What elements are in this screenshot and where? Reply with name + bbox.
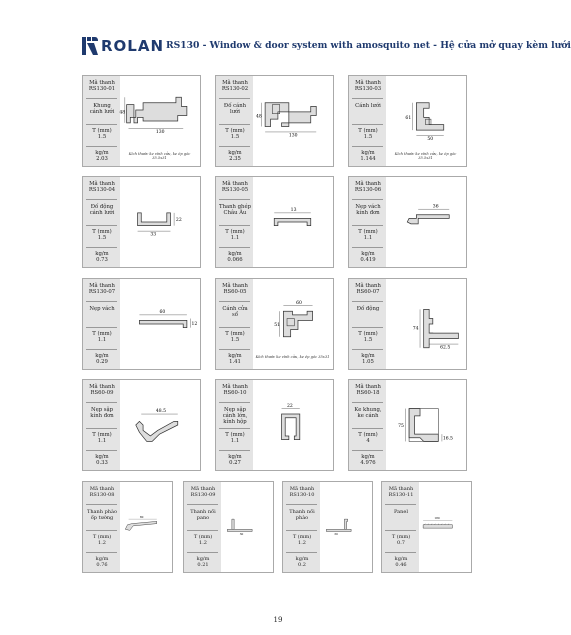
code-block [86, 384, 118, 396]
svg-text:22: 22 [287, 403, 293, 409]
thickness-value: 4 [366, 438, 370, 445]
divider [86, 146, 117, 147]
profile-drawing [256, 283, 329, 365]
profile-card [82, 379, 201, 471]
weight-block [86, 353, 118, 365]
thickness-block [219, 331, 251, 343]
profile-name: Đố cánh lưới [223, 103, 247, 116]
code-label: Mã thanh [355, 384, 381, 390]
thickness-label: T (mm) [391, 534, 411, 540]
svg-text:12: 12 [191, 321, 198, 327]
profile-drawing [123, 486, 168, 568]
svg-text:80: 80 [139, 515, 144, 519]
divider [219, 327, 250, 328]
weight-label: kg/m [361, 454, 375, 460]
profile-name: Nẹp sập kính đơn [90, 407, 114, 420]
brand-name: ROLAN [101, 37, 165, 55]
divider [352, 124, 383, 125]
page-number: 19 [273, 616, 283, 624]
svg-text:60: 60 [296, 300, 302, 306]
divider [86, 402, 117, 403]
weight-block [352, 150, 384, 162]
divider [187, 530, 218, 531]
divider [86, 504, 117, 505]
code-block [86, 283, 118, 295]
divider [385, 504, 416, 505]
divider [86, 124, 117, 125]
divider [86, 225, 117, 226]
weight-value: 0.73 [96, 257, 108, 264]
profile-card [82, 176, 201, 268]
profile-name: Thanh nối pano [190, 509, 216, 522]
profile-card [215, 379, 334, 471]
divider [219, 98, 250, 99]
weight-label: kg/m [196, 556, 210, 562]
weight-value: 0.29 [96, 359, 108, 366]
thickness-block [86, 128, 118, 140]
weight-value: 0.27 [229, 460, 241, 467]
code-label: Mã thanh [388, 486, 414, 492]
divider [86, 98, 117, 99]
svg-text:75: 75 [398, 423, 404, 429]
svg-text:180: 180 [434, 516, 440, 521]
svg-text:74: 74 [412, 326, 419, 332]
code-block [352, 181, 384, 193]
profile-drawing [256, 80, 329, 162]
code-block [187, 486, 219, 498]
thickness-block [352, 331, 384, 343]
weight-value: 0.76 [96, 562, 108, 569]
rolan-logo-icon [82, 37, 98, 55]
code-label: Mã thanh [222, 80, 248, 86]
code-label: Mã thanh [89, 384, 115, 390]
divider [219, 124, 250, 125]
svg-text:16.5: 16.5 [442, 436, 453, 442]
thickness-label: T (mm) [358, 331, 378, 337]
code-label: Mã thanh [222, 283, 248, 289]
thickness-block [86, 229, 118, 241]
divider [219, 428, 250, 429]
weight-block [187, 556, 219, 568]
weight-label: kg/m [394, 556, 408, 562]
divider [86, 327, 117, 328]
code-block [86, 181, 118, 193]
profile-note: Kích thước ke vĩnh cửu, ke ép góc 35.5x31 [394, 152, 457, 161]
profile-name: Khung cánh lưới [89, 103, 115, 116]
profile-code: RS130-08 [89, 492, 115, 499]
profile-card [215, 176, 334, 268]
thickness-block [86, 432, 118, 444]
code-block [352, 384, 384, 396]
svg-text:62.5: 62.5 [440, 345, 451, 351]
divider [352, 450, 383, 451]
divider [385, 552, 416, 553]
thickness-block [352, 229, 384, 241]
thickness-block [286, 534, 318, 546]
weight-label: kg/m [228, 150, 242, 156]
svg-text:48: 48 [119, 110, 126, 116]
weight-block [219, 454, 251, 466]
divider [219, 247, 250, 248]
thickness-value: 1.5 [230, 337, 240, 344]
weight-label: kg/m [228, 454, 242, 460]
profile-drawing [123, 384, 196, 466]
profile-code: RS60-07 [356, 289, 380, 296]
profile-name: Cánh lưới [355, 103, 381, 109]
weight-label: kg/m [361, 353, 375, 359]
weight-block [219, 353, 251, 365]
profile-card [183, 481, 274, 573]
code-label: Mã thanh [89, 80, 115, 86]
thickness-label: T (mm) [92, 128, 112, 134]
divider [352, 428, 383, 429]
thickness-label: T (mm) [225, 128, 245, 134]
weight-label: kg/m [95, 556, 109, 562]
thickness-label: T (mm) [193, 534, 213, 540]
divider [219, 225, 250, 226]
thickness-value: 1.2 [98, 540, 106, 547]
divider [352, 301, 383, 302]
svg-text:22: 22 [175, 218, 182, 224]
profile-name: Thanh ghép Châu Âu [219, 204, 251, 217]
profile-drawing [389, 181, 462, 263]
weight-label: kg/m [361, 251, 375, 257]
code-block [86, 80, 118, 92]
thickness-value: 1.5 [97, 134, 107, 141]
weight-value: 0.066 [227, 257, 243, 264]
weight-value: 0.419 [360, 257, 376, 264]
thickness-label: T (mm) [225, 331, 245, 337]
code-label: Mã thanh [355, 181, 381, 187]
thickness-label: T (mm) [92, 432, 112, 438]
svg-text:130: 130 [155, 129, 165, 135]
divider [286, 504, 317, 505]
thickness-block [86, 331, 118, 343]
thickness-label: T (mm) [358, 128, 378, 134]
svg-text:13: 13 [290, 208, 297, 214]
profile-name: Ke khung, ke cánh [354, 407, 382, 420]
profile-code: RS130-02 [221, 86, 249, 93]
thickness-label: T (mm) [225, 432, 245, 438]
divider [352, 98, 383, 99]
code-block [219, 283, 251, 295]
profile-name: Nẹp vách [89, 306, 115, 312]
divider [219, 301, 250, 302]
profile-code: RS60-09 [90, 390, 114, 397]
profile-name: Đố động cánh lưới [89, 204, 115, 217]
profile-drawing [119, 80, 196, 162]
weight-label: kg/m [95, 353, 109, 359]
profile-code: RS130-01 [88, 86, 116, 93]
profile-code: RS130-11 [388, 492, 414, 499]
weight-block [352, 251, 384, 263]
brand-logo [82, 37, 164, 55]
weight-block [86, 251, 118, 263]
weight-block [286, 556, 318, 568]
code-block [286, 486, 318, 498]
profile-drawing [389, 384, 462, 466]
code-label: Mã thanh [222, 181, 248, 187]
divider [86, 349, 117, 350]
code-label: Mã thanh [89, 283, 115, 289]
weight-block [352, 454, 384, 466]
profile-code: RS130-04 [88, 187, 116, 194]
weight-value: 4.976 [360, 460, 376, 467]
weight-value: 0.2 [298, 562, 306, 569]
profile-drawing [389, 283, 462, 365]
weight-label: kg/m [228, 353, 242, 359]
divider [219, 146, 250, 147]
profile-drawing [224, 486, 269, 568]
profile-drawing [323, 486, 368, 568]
profile-card [82, 278, 201, 370]
code-label: Mã thanh [89, 486, 115, 492]
thickness-block [385, 534, 417, 546]
weight-block [219, 150, 251, 162]
weight-label: kg/m [295, 556, 309, 562]
thickness-value: 1.5 [363, 134, 373, 141]
divider [385, 530, 416, 531]
weight-block [352, 353, 384, 365]
divider [86, 247, 117, 248]
thickness-value: 1.5 [97, 235, 107, 242]
code-label: Mã thanh [355, 80, 381, 86]
header [82, 37, 571, 57]
weight-value: 0.33 [96, 460, 108, 467]
divider [352, 402, 383, 403]
code-block [219, 80, 251, 92]
thickness-block [219, 128, 251, 140]
weight-value: 0.46 [395, 562, 407, 569]
thickness-label: T (mm) [292, 534, 312, 540]
weight-label: kg/m [95, 454, 109, 460]
thickness-block [187, 534, 219, 546]
svg-text:33: 33 [150, 232, 157, 238]
profile-code: RS130-07 [88, 289, 116, 296]
thickness-value: 1.2 [199, 540, 207, 547]
weight-label: kg/m [228, 251, 242, 257]
profile-drawing [422, 486, 467, 568]
weight-label: kg/m [361, 150, 375, 156]
svg-text:36: 36 [432, 204, 439, 210]
thickness-block [219, 229, 251, 241]
code-label: Mã thanh [222, 384, 248, 390]
code-label: Mã thanh [190, 486, 216, 492]
divider [352, 225, 383, 226]
profile-code: RS130-05 [221, 187, 249, 194]
profile-name: Thanh nối phào [289, 509, 315, 522]
profile-card [381, 481, 472, 573]
profile-name: Panel [394, 509, 408, 515]
thickness-block [352, 128, 384, 140]
weight-block [86, 556, 118, 568]
thickness-block [219, 432, 251, 444]
divider [219, 349, 250, 350]
divider [286, 552, 317, 553]
profile-drawing [256, 181, 329, 263]
thickness-label: T (mm) [92, 229, 112, 235]
divider [352, 199, 383, 200]
weight-value: 2.03 [96, 156, 108, 163]
code-label: Mã thanh [355, 283, 381, 289]
divider [219, 450, 250, 451]
thickness-label: T (mm) [92, 534, 112, 540]
profile-drawing [389, 80, 462, 162]
thickness-value: 0.7 [397, 540, 405, 547]
weight-value: 1.05 [362, 359, 374, 366]
svg-text:60: 60 [159, 310, 166, 316]
thickness-label: T (mm) [358, 432, 378, 438]
profile-drawing [256, 384, 329, 466]
profile-card [282, 481, 373, 573]
weight-block [86, 454, 118, 466]
profile-drawing [123, 283, 196, 365]
code-block [352, 283, 384, 295]
thickness-value: 1.5 [230, 134, 240, 141]
code-block [219, 181, 251, 193]
divider [219, 199, 250, 200]
svg-text:30: 30 [334, 531, 338, 536]
divider [86, 301, 117, 302]
thickness-label: T (mm) [92, 331, 112, 337]
profile-card [348, 379, 467, 471]
weight-label: kg/m [95, 251, 109, 257]
divider [352, 349, 383, 350]
thickness-value: 1.1 [230, 438, 240, 445]
weight-block [219, 251, 251, 263]
weight-value: 1.41 [229, 359, 241, 366]
profile-code: RS60-18 [356, 390, 380, 397]
code-label: Mã thanh [89, 181, 115, 187]
svg-text:48.5: 48.5 [155, 409, 166, 415]
divider [352, 327, 383, 328]
profile-code: RS130-10 [289, 492, 315, 499]
profile-drawing [123, 181, 196, 263]
weight-block [86, 150, 118, 162]
divider [187, 552, 218, 553]
svg-text:50: 50 [427, 137, 434, 143]
svg-text:130: 130 [288, 133, 298, 139]
code-block [352, 80, 384, 92]
profile-card [215, 75, 334, 167]
weight-label: kg/m [95, 150, 109, 156]
divider [219, 402, 250, 403]
profile-code: RS130-06 [354, 187, 382, 194]
svg-text:51: 51 [274, 322, 281, 328]
divider [187, 504, 218, 505]
profile-name: Cánh cửa sổ [222, 306, 248, 319]
profile-card [348, 278, 467, 370]
divider [86, 552, 117, 553]
divider [352, 146, 383, 147]
divider [86, 530, 117, 531]
profile-note: Kích thước ke vĩnh cửu, ke ép góc 35x31 [255, 355, 330, 359]
code-block [385, 486, 417, 498]
profile-card [82, 481, 173, 573]
svg-text:48: 48 [256, 114, 262, 120]
thickness-value: 1.1 [363, 235, 373, 242]
thickness-value: 1.1 [230, 235, 240, 242]
weight-value: 0.21 [197, 562, 209, 569]
code-label: Mã thanh [289, 486, 315, 492]
thickness-block [86, 534, 118, 546]
thickness-block [352, 432, 384, 444]
code-block [86, 486, 118, 498]
thickness-value: 1.5 [363, 337, 373, 344]
thickness-label: T (mm) [225, 229, 245, 235]
code-block [219, 384, 251, 396]
profile-name: Thanh phào ốp tường [87, 509, 117, 522]
divider [86, 450, 117, 451]
profile-note: Kích thước ke vĩnh cửu, ke ép góc 35.5x31 [128, 152, 191, 161]
profile-code: RS130-03 [354, 86, 382, 93]
svg-text:30: 30 [239, 531, 244, 536]
page-title: RS130 - Window & door system with amosquito net - Hệ cửa mở quay kèm lưới [166, 40, 571, 51]
weight-value: 1.144 [360, 156, 376, 163]
divider [286, 530, 317, 531]
divider [352, 247, 383, 248]
divider [86, 199, 117, 200]
profile-name: Nẹp vách kính đơn [355, 204, 381, 217]
weight-block [385, 556, 417, 568]
profile-code: RS130-09 [190, 492, 216, 499]
divider [86, 428, 117, 429]
thickness-label: T (mm) [358, 229, 378, 235]
profile-name: Đố động [356, 306, 380, 312]
thickness-value: 1.1 [97, 337, 107, 344]
profile-name: Nẹp sập cánh lớn, kính hộp [222, 407, 248, 426]
weight-value: 2.35 [229, 156, 241, 163]
profile-code: RS60-10 [223, 390, 247, 397]
thickness-value: 1.1 [97, 438, 107, 445]
profile-code: RS60-05 [223, 289, 247, 296]
svg-text:61: 61 [405, 116, 412, 122]
thickness-value: 1.2 [298, 540, 306, 547]
profile-card [348, 176, 467, 268]
